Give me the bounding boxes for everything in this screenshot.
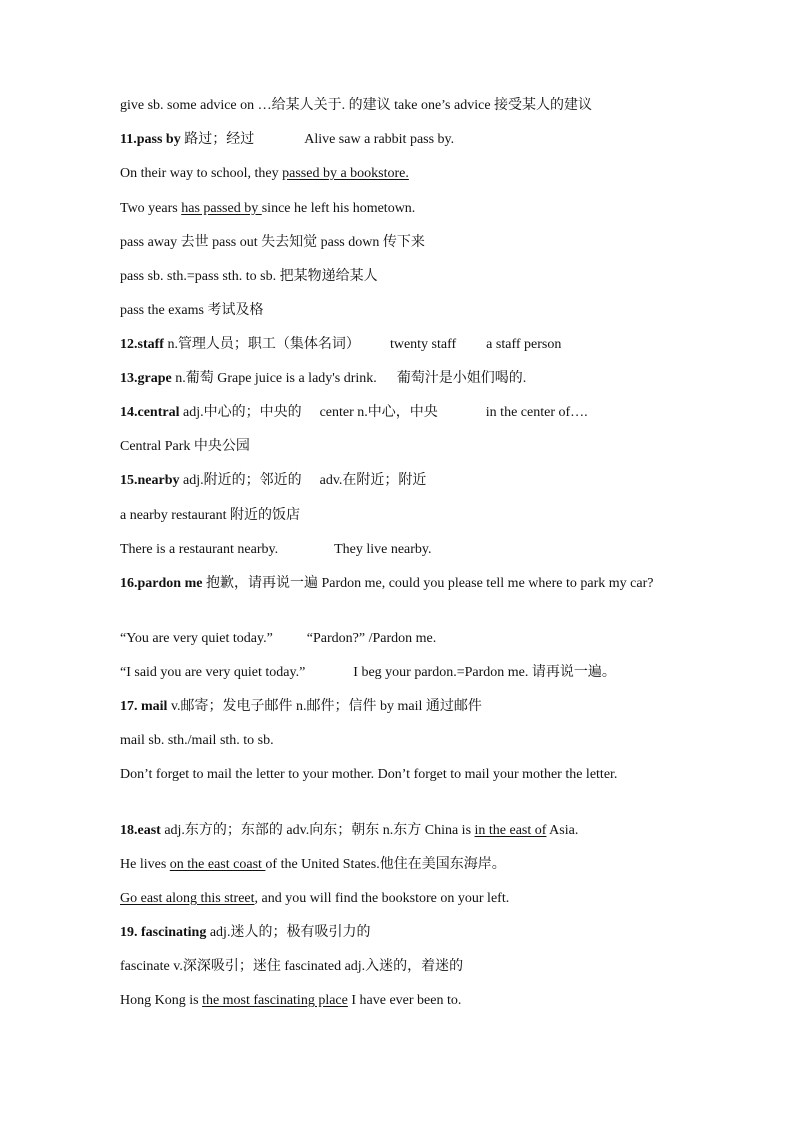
underlined-phrase: in the east of (474, 823, 547, 838)
headword: 14.central (120, 405, 180, 420)
line-text: adj.中心的；中央的 (179, 405, 302, 420)
line-text: Central Park 中央公园 (120, 439, 250, 454)
entry-11-pass-by (120, 130, 454, 150)
line-text: a staff person (486, 337, 562, 352)
underlined-phrase: Go east along this street (120, 891, 255, 906)
entry-12-staff (120, 335, 561, 355)
line-text: pass away 去世 pass out 失去知觉 pass down 传下来 (120, 235, 425, 250)
pardon-example-1 (120, 629, 436, 649)
headword: 11.pass by (120, 132, 181, 147)
entry-19-fascinating (120, 923, 370, 943)
line-text: Alive saw a rabbit pass by. (304, 132, 455, 147)
line-text: Don’t forget to mail the letter to your mother. Don’t forget to mail your mother the letter. (120, 767, 618, 782)
headword: 17. mail (120, 699, 168, 714)
nearby-restaurant-line (120, 506, 300, 526)
pass-sb-sth-line (120, 267, 378, 287)
underlined-phrase: the most fascinating place (202, 993, 348, 1008)
line-text: “You are very quiet today.” (120, 631, 273, 646)
line-text: since he left his hometown. (261, 201, 416, 216)
line-text: “I said you are very quiet today.” (120, 665, 306, 680)
line-text: twenty staff (389, 337, 457, 352)
entry-17-mail (120, 697, 482, 717)
entry-18-east (120, 821, 578, 841)
line-text: I beg your pardon.=Pardon me. 请再说一遍。 (353, 665, 616, 680)
fascinating-example-line (120, 991, 461, 1011)
entry-15-nearby (120, 471, 426, 491)
line-text: Hong Kong is (120, 993, 203, 1008)
headword: 13.grape (120, 371, 172, 386)
headword: 15.nearby (120, 473, 180, 488)
line-text: n.葡萄 Grape juice is a lady's drink. (171, 371, 377, 386)
pardon-example-2 (120, 663, 616, 683)
line-text: adj.东方的；东部的 adv.向东；朝东 n.东方 China is (160, 823, 475, 838)
line-text: a nearby restaurant 附近的饭店 (120, 508, 300, 523)
headword: 12.staff (120, 337, 164, 352)
line-text: adj.迷人的；极有吸引力的 (206, 925, 371, 940)
line-text: mail sb. sth./mail sth. to sb. (120, 733, 274, 748)
line-text: They live nearby. (334, 542, 432, 557)
line-text: of the United States.他住在美国东海岸。 (265, 857, 506, 872)
underlined-phrase: on the east coast (169, 857, 266, 872)
nearby-example-line (120, 540, 432, 560)
line-text: I have ever been to. (347, 993, 462, 1008)
line-text: “Pardon?” /Pardon me. (306, 631, 437, 646)
line-text: 抱歉，请再说一遍 Pardon me, could you please tell me where to park my car? (202, 576, 654, 591)
line-text: 葡萄汁是小姐们喝的. (396, 371, 527, 386)
pass-phrases-line (120, 233, 425, 253)
line-text: pass the exams 考试及格 (120, 303, 264, 318)
central-park-line (120, 437, 250, 457)
line-text: There is a restaurant nearby. (120, 542, 279, 557)
advice-phrases-line (120, 96, 592, 116)
underlined-phrase: passed by a bookstore. (282, 166, 409, 181)
fascinate-forms-line (120, 957, 463, 977)
headword: 19. fascinating (120, 925, 207, 940)
pass-exams-line (120, 301, 263, 321)
pass-by-example-2 (120, 199, 415, 219)
line-text: Asia. (546, 823, 579, 838)
line-text: , and you will find the bookstore on your left. (254, 891, 510, 906)
mail-pattern-line (120, 731, 274, 751)
pass-by-example-1 (120, 164, 409, 184)
headword: 16.pardon me (120, 576, 203, 591)
line-text: 路过；经过 (180, 132, 255, 147)
line-text: adv.在附近；附近 (319, 473, 427, 488)
line-text: adj.附近的；邻近的 (179, 473, 302, 488)
line-text: center n.中心，中央 (319, 405, 438, 420)
east-example-1 (120, 855, 506, 875)
line-text: give sb. some advice on …给某人关于. 的建议 take one’s advice 接受某人的建议 (120, 98, 593, 113)
headword: 18.east (120, 823, 161, 838)
mail-example-line (120, 764, 676, 786)
line-text: On their way to school, they (120, 166, 283, 181)
entry-13-grape (120, 369, 526, 389)
line-text: pass sb. sth.=pass sth. to sb. 把某物递给某人 (120, 269, 378, 284)
entry-14-central (120, 403, 588, 423)
east-example-2 (120, 889, 509, 909)
line-text: n.管理人员；职工（集体名词） (163, 337, 360, 352)
entry-16-pardon-me (120, 573, 676, 595)
line-text: He lives (120, 857, 170, 872)
line-text: fascinate v.深深吸引；迷住 fascinated adj.入迷的，着迷的 (120, 959, 464, 974)
line-text: Two years (120, 201, 182, 216)
line-text: v.邮寄；发电子邮件 n.邮件；信件 by mail 通过邮件 (167, 699, 482, 714)
underlined-phrase: has passed by (181, 201, 262, 216)
line-text: in the center of…. (485, 405, 588, 420)
